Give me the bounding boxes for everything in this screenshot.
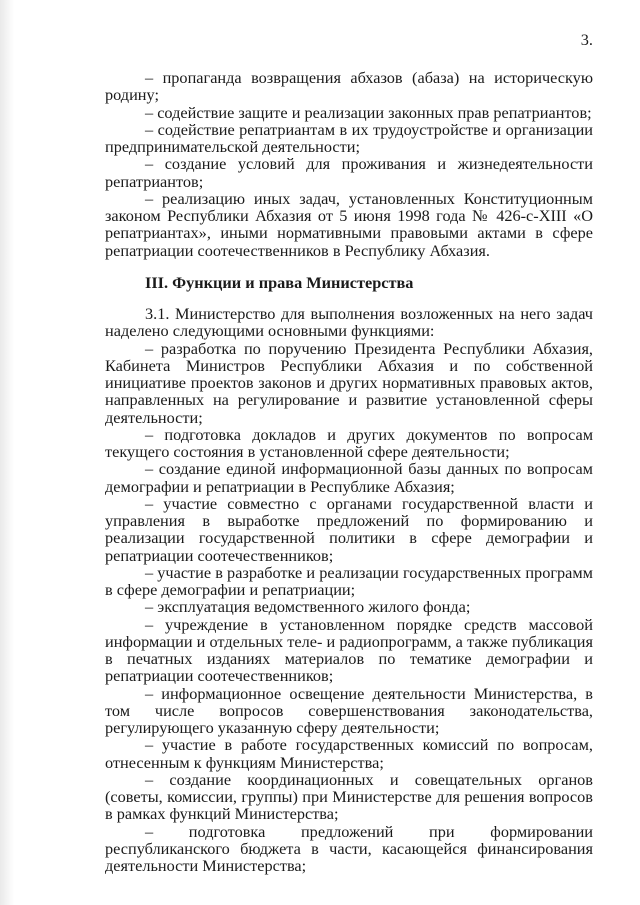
- list-item: – информационное освещение деятельности Министерства, в том числе вопросов совершенствования законодательства, регулирующего указанную сферу деятельности;: [105, 683, 593, 737]
- list-item: – создание условий для проживания и жизнедеятельности репатриантов;: [105, 154, 593, 191]
- list-item: – реализацию иных задач, установленных Конституционным законом Республики Абхазия от 5 июня 1998 года № 426-с-XIII «О репатриантах», иными нормативными правовыми актами в сфере репатриации соотечественников в Республику Абхазия.: [105, 188, 593, 260]
- list-item: – подготовка предложений при формировании республиканского бюджета в части, касающейся финансирования деятельности Министерства;: [105, 821, 593, 875]
- list-item: – создание координационных и совещательных органов (советы, комиссии, группы) при Министерстве для решения вопросов в рамках функций Министерства;: [105, 769, 593, 824]
- scan-edge-shadow: [0, 0, 14, 905]
- document-body: [105, 69, 593, 874]
- page-number: 3.: [580, 30, 593, 49]
- list-item: – разработка по поручению Президента Республики Абхазия, Кабинета Министров Республики Абхазия и по собственной инициативе проектов законов и других нормативных правовых актов, направленных на регулирование и развитие установленной сферы деятельности;: [105, 338, 593, 427]
- list-item: – пропаганда возвращения абхазов (абаза) на историческую родину;: [105, 68, 593, 105]
- clause-3-1: 3.1. Министерство для выполнения возложенных на него задач наделено следующими основными функциями:: [105, 304, 593, 341]
- list-item: – содействие репатриантам в их трудоустройстве и организации предпринимательской деятельности;: [105, 119, 593, 156]
- list-item: – участие совместно с органами государственной власти и управления в выработке предложений по формированию и реализации государственной политики в сфере демографии и репатриации соотечественников;: [105, 493, 593, 565]
- list-item: – создание единой информационной базы данных по вопросам демографии и репатриации в Республике Абхазия;: [105, 459, 593, 496]
- list-item: – подготовка докладов и других документов по вопросам текущего состояния в установленной сфере деятельности;: [105, 424, 593, 461]
- list-item: – содействие защите и реализации законных прав репатриантов;: [145, 102, 592, 122]
- list-item: – учреждение в установленном порядке средств массовой информации и отдельных теле- и радиопрограмм, а также публикация в печатных изданиях материалов по тематике демографии и репатриации соотечественников;: [105, 614, 593, 686]
- list-item: – участие в разработке и реализации государственных программ в сфере демографии и репатриации;: [105, 562, 593, 599]
- section-heading: III. Функции и права Министерства: [145, 272, 414, 292]
- list-item: – эксплуатация ведомственного жилого фонда;: [145, 597, 471, 617]
- list-item: – участие в работе государственных комиссий по вопросам, отнесенным к функциям Министерства;: [105, 735, 593, 772]
